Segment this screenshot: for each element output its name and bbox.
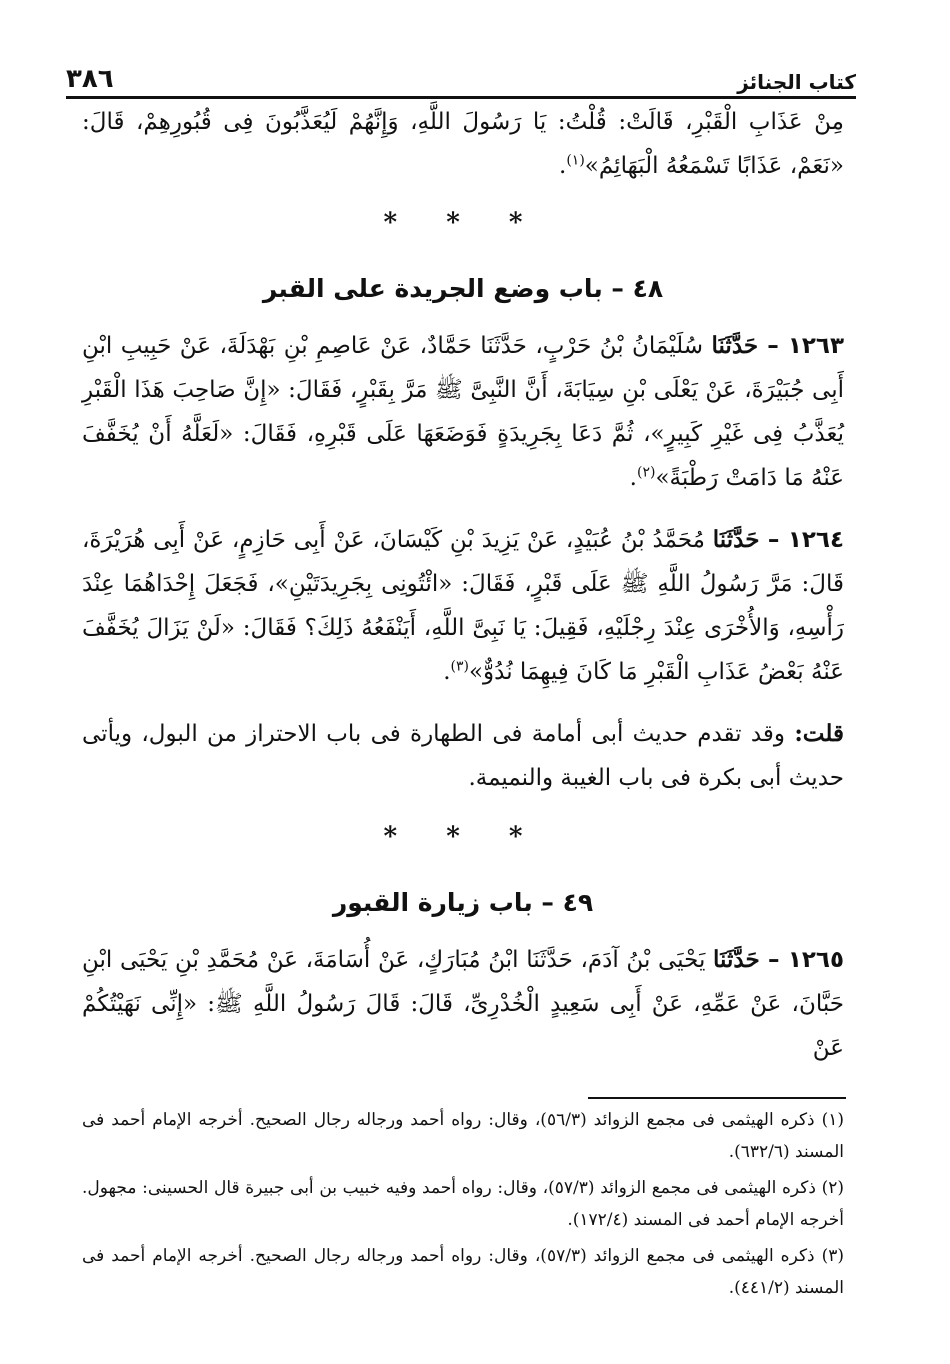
footnotes (82, 1104, 844, 1308)
main-text (82, 100, 844, 1070)
hadith-opening: حَدَّثَنَا (711, 332, 759, 359)
hadith-number: ١٢٦٣ – (758, 333, 845, 359)
hadith-1263 (82, 324, 844, 500)
chapter-heading-48: ٤٨ – باب وضع الجريدة على القبر (262, 274, 664, 303)
hadith-1264 (82, 518, 844, 694)
hadith-opening: حَدَّثَنَا (713, 946, 760, 973)
running-title: كتاب الجنائز (737, 70, 856, 94)
footnote-ref-2: (٢) (636, 464, 656, 481)
hadith-text: يَحْيَى بْنُ آدَمَ، حَدَّثَنَا ابْنُ مُبَارَكٍ، عَنْ أُسَامَةَ، عَنْ مُحَمَّدِ بْنِ يَحْيَى ابْنِ حَبَّانَ، عَنْ عَمِّهِ، عَنْ أَبِى سَعِيدٍ الْخُدْرِىِّ، قَالَ: قَالَ رَسُولُ اللَّهِ ﷺ: «إِنِّى نَهَيْتُكُمْ عَنْ (82, 947, 844, 1061)
hadith-end: . (629, 465, 637, 491)
chapter-heading-49: ٤٩ – باب زيارة القبور (332, 888, 594, 917)
section-separator: * * * (383, 822, 543, 852)
author-comment (82, 712, 844, 800)
footnote-ref-3: (٣) (450, 658, 469, 675)
intro-end: . (559, 153, 567, 179)
qult-label: قلت: (794, 720, 844, 747)
page-number: ٣٨٦ (66, 64, 114, 94)
footnote-rule (588, 1097, 846, 1099)
intro-text: مِنْ عَذَابِ الْقَبْرِ، قَالَتْ: قُلْتُ: يَا رَسُولَ اللَّهِ، وَإِنَّهُمْ لَيُعَذَّبُونَ فِى قُبُورِهِمْ، قَالَ: «نَعَمْ، عَذَابًا تَسْمَعُهُ الْبَهَائِمُ» (82, 109, 844, 179)
hadith-text: سُلَيْمَانُ بْنُ حَرْبٍ، حَدَّثَنَا حَمَّادٌ، عَنْ عَاصِمِ بْنِ بَهْدَلَةَ، عَنْ حَبِيبِ ابْنِ أَبِى جُبَيْرَةَ، عَنْ يَعْلَى بْنِ سِيَابَةَ، أَنَّ النَّبِىَّ ﷺ مَرَّ بِقَبْرٍ، فَقَالَ: «إِنَّ صَاحِبَ هَذَا الْقَبْرِ يُعَذَّبُ فِى غَيْرِ كَبِيرٍ»، ثُمَّ دَعَا بِجَرِيدَةٍ فَوَضَعَهَا عَلَى قَبْرِهِ، فَقَالَ: «لَعَلَّهُ أَنْ يُخَفَّفَ عَنْهُ مَا دَامَتْ رَطْبَةً» (82, 333, 844, 491)
footnote-1: (١) ذكره الهيثمى فى مجمع الزوائد (٥٦/٣)، وقال: رواه أحمد ورجاله رجال الصحيح. أخرجه الإمام أحمد فى المسند (٦٣٢/٦). (82, 1110, 844, 1162)
footnote-ref-1: (١) (566, 152, 585, 169)
qult-text: وقد تقدم حديث أبى أمامة فى الطهارة فى باب الاحتراز من البول، ويأتى حديث أبى بكرة فى باب الغيبة والنميمة. (82, 721, 844, 791)
running-header (66, 50, 856, 94)
hadith-end: . (443, 659, 451, 685)
hadith-number: ١٢٦٥ – (759, 947, 845, 973)
hadith-1265 (82, 938, 844, 1070)
footnote-3: (٣) ذكره الهيثمى فى مجمع الزوائد (٥٧/٣)، وقال: رواه أحمد ورجاله رجال الصحيح. أخرجه الإمام أحمد فى المسند (٤٤١/٢). (82, 1246, 844, 1298)
hadith-text: مُحَمَّدُ بْنُ عُبَيْدٍ، عَنْ يَزِيدَ بْنِ كَيْسَانَ، عَنْ أَبِى حَازِمٍ، عَنْ أَبِى هُرَيْرَةَ، قَالَ: مَرَّ رَسُولُ اللَّهِ ﷺ عَلَى قَبْرٍ، فَقَالَ: «ائْتُونِى بِجَرِيدَتَيْنِ»، فَجَعَلَ إِحْدَاهُمَا عِنْدَ رَأْسِهِ، وَالأُخْرَى عِنْدَ رِجْلَيْهِ، فَقِيلَ: يَا نَبِىَّ اللَّهِ، أَيَنْفَعُهُ ذَلِكَ؟ فَقَالَ: «لَنْ يَزَالَ يُخَفَّفَ عَنْهُ بَعْضُ عَذَابِ الْقَبْرِ مَا كَانَ فِيهِمَا نُدُوٌّ» (82, 527, 844, 685)
header-rule (66, 96, 856, 99)
continued-hadith-text (82, 100, 844, 188)
footnote-2: (٢) ذكره الهيثمى فى مجمع الزوائد (٥٧/٣)، وقال: رواه أحمد وفيه خبيب بن أبى جبيرة قال الحسينى: مجهول. أخرجه الإمام أحمد فى المسند (١٧٢/٤). (82, 1178, 844, 1230)
hadith-number: ١٢٦٤ – (759, 527, 845, 553)
hadith-opening: حَدَّثَنَا (712, 526, 760, 553)
section-separator: * * * (383, 208, 543, 238)
